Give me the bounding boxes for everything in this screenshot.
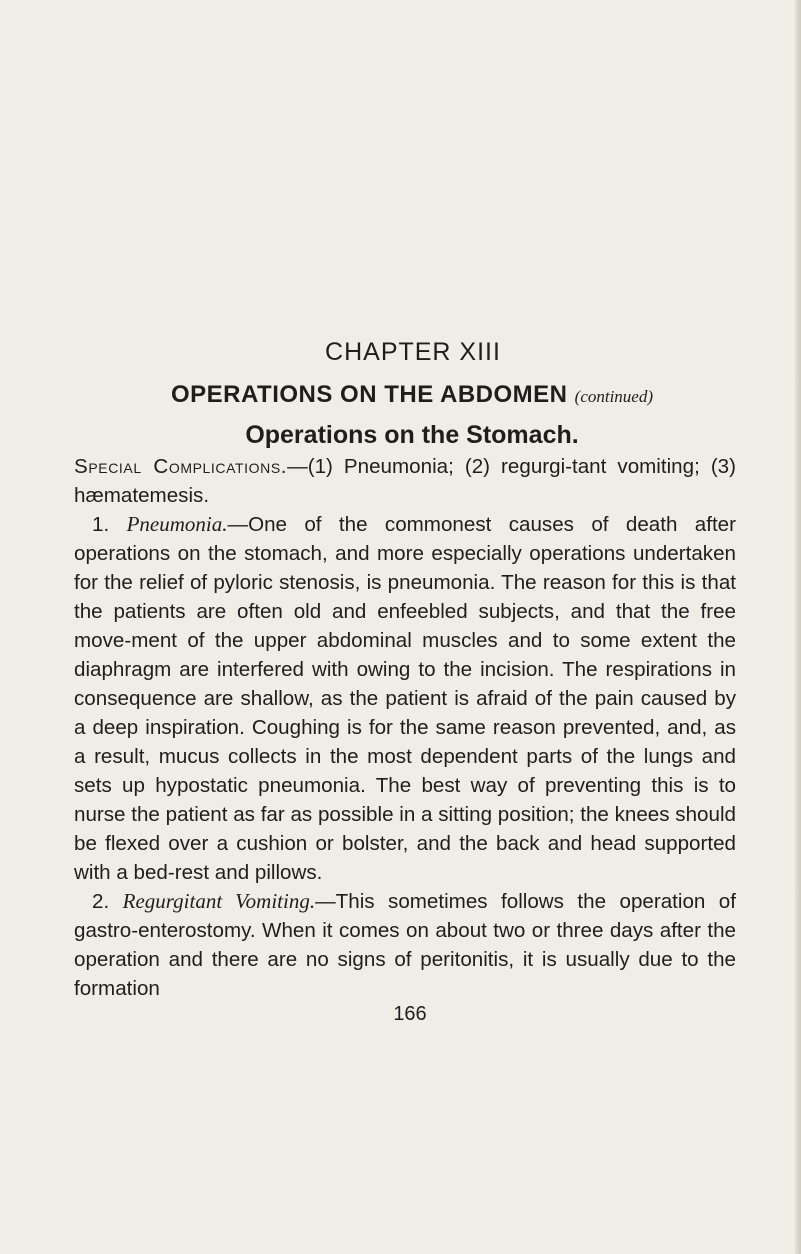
pneumonia-title: Pneumonia. (126, 512, 228, 536)
complications-text: —(1) Pneumonia; (2) regurgi-tant vomiting; (3) hæmatemesis. (74, 455, 736, 507)
complications-paragraph (74, 452, 736, 510)
pneumonia-paragraph (74, 510, 736, 887)
page-number: 166 (393, 1003, 427, 1025)
chapter-continued-note: (continued) (574, 387, 654, 406)
pneumonia-text: —One of the commonest causes of death after operations on the stomach, and more especially operations undertaken for the relief of pyloric stenosis, is pneumonia. The reason for this is that the patients are often old and enfeebled subjects, and that the free move-ment of the upper abdominal muscles and to some extent the diaphragm are interfered with owing to the incision. The respirations in consequence are shallow, as the patient is afraid of the pain caused by a deep inspiration. Coughing is for the same reason prevented, and, as a result, mucus collects in the most dependent parts of the lungs and sets up hypostatic pneumonia. The best way of preventing this is to nurse the patient as far as possible in a sitting position; the knees should be flexed over a cushion or bolster, and the back and head supported with a bed-rest and pillows. (74, 513, 736, 884)
page-edge-shadow (795, 0, 801, 1254)
book-page (74, 338, 736, 1026)
chapter-title: OPERATIONS ON THE ABDOMEN (170, 381, 568, 408)
complications-lead: Special Complications. (74, 455, 288, 478)
regurgitant-title: Regurgitant Vomiting. (122, 889, 316, 913)
regurgitant-vomiting-paragraph (74, 887, 736, 1003)
regurgitant-text: —This sometimes follows the operation of gastro-enterostomy. When it comes on about two or three days after the operation and there are no signs of peritonitis, it is usually due to the formation (74, 890, 736, 1000)
regurgitant-number: 2. (92, 890, 110, 913)
section-heading: Operations on the Stomach. (245, 421, 579, 449)
chapter-label: CHAPTER XIII (325, 338, 501, 366)
pneumonia-number: 1. (92, 513, 110, 536)
chapter-heading (74, 381, 736, 409)
